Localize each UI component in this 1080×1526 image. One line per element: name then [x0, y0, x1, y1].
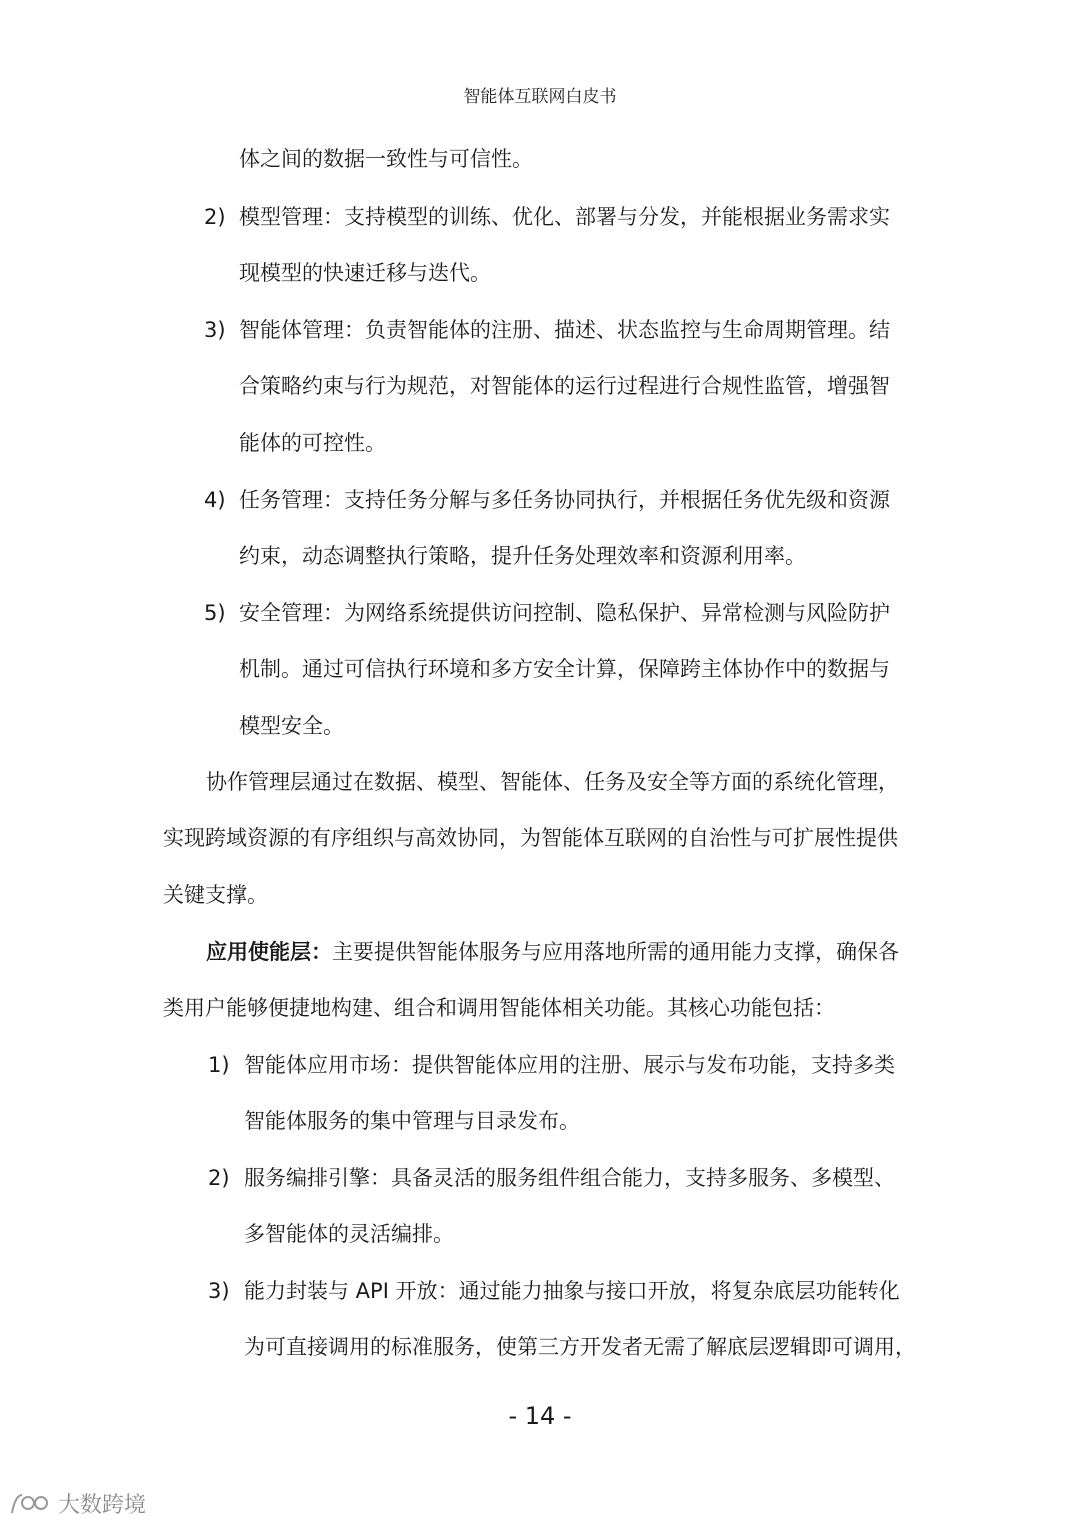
- list-item-line: 服务编排引擎：具备灵活的服务组件组合能力，支持多服务、多模型、: [244, 1166, 895, 1190]
- list-item-line: 机制。通过可信执行环境和多方安全计算，保障跨主体协作中的数据与: [239, 657, 890, 681]
- paragraph-line: 类用户能够便捷地构建、组合和调用智能体相关功能。其核心功能包括：: [163, 996, 835, 1020]
- list-number: 2): [204, 205, 226, 229]
- list-item-line: 现模型的快速迁移与迭代。: [239, 261, 491, 285]
- list-item-line: 任务管理：支持任务分解与多任务协同执行，并根据任务优先级和资源: [239, 488, 890, 512]
- list-item-line: 安全管理：为网络系统提供访问控制、隐私保护、异常检测与风险防护: [239, 601, 890, 625]
- list-number: 2): [208, 1166, 230, 1190]
- text-line: 体之间的数据一致性与可信性。: [239, 147, 533, 171]
- page-header: 智能体互联网白皮书: [463, 87, 617, 107]
- list-item-line: 能体的可控性。: [239, 431, 386, 455]
- watermark-logo-icon: [8, 1491, 52, 1517]
- paragraph-line: 协作管理层通过在数据、模型、智能体、任务及安全等方面的系统化管理，: [206, 770, 899, 794]
- paragraph-line: [206, 937, 899, 967]
- list-number: 3): [204, 318, 226, 342]
- list-number: 3): [208, 1279, 230, 1303]
- list-item-line: 合策略约束与行为规范，对智能体的运行过程进行合规性监管，增强智: [239, 374, 890, 398]
- list-number: 4): [204, 488, 226, 512]
- list-number: 5): [204, 601, 226, 625]
- list-item-line: 模型管理：支持模型的训练、优化、部署与分发，并能根据业务需求实: [239, 205, 890, 229]
- paragraph-line: 实现跨域资源的有序组织与高效协同，为智能体互联网的自治性与可扩展性提供: [163, 826, 898, 850]
- list-item-line: 多智能体的灵活编排。: [244, 1222, 454, 1246]
- paragraph-line: 关键支撑。: [163, 883, 268, 907]
- list-item-line: 智能体服务的集中管理与目录发布。: [244, 1109, 580, 1133]
- page-number: - 14 -: [508, 1402, 572, 1430]
- list-item-line: 约束，动态调整执行策略，提升任务处理效率和资源利用率。: [239, 544, 806, 568]
- list-item-line: 为可直接调用的标准服务，使第三方开发者无需了解底层逻辑即可调用，: [244, 1335, 916, 1359]
- list-item-line: 智能体应用市场：提供智能体应用的注册、展示与发布功能，支持多类: [244, 1053, 895, 1077]
- paragraph-text: 主要提供智能体服务与应用落地所需的通用能力支撑，确保各: [332, 940, 899, 964]
- list-item-line: 能力封装与 API 开放：通过能力抽象与接口开放，将复杂底层功能转化: [244, 1279, 900, 1303]
- list-number: 1): [208, 1053, 230, 1077]
- list-item-line: 智能体管理：负责智能体的注册、描述、状态监控与生命周期管理。结: [239, 318, 890, 342]
- watermark-text: 大数跨境: [58, 1493, 147, 1518]
- section-heading: 应用使能层：: [206, 940, 332, 964]
- watermark: [8, 1488, 146, 1519]
- list-item-line: 模型安全。: [239, 714, 344, 738]
